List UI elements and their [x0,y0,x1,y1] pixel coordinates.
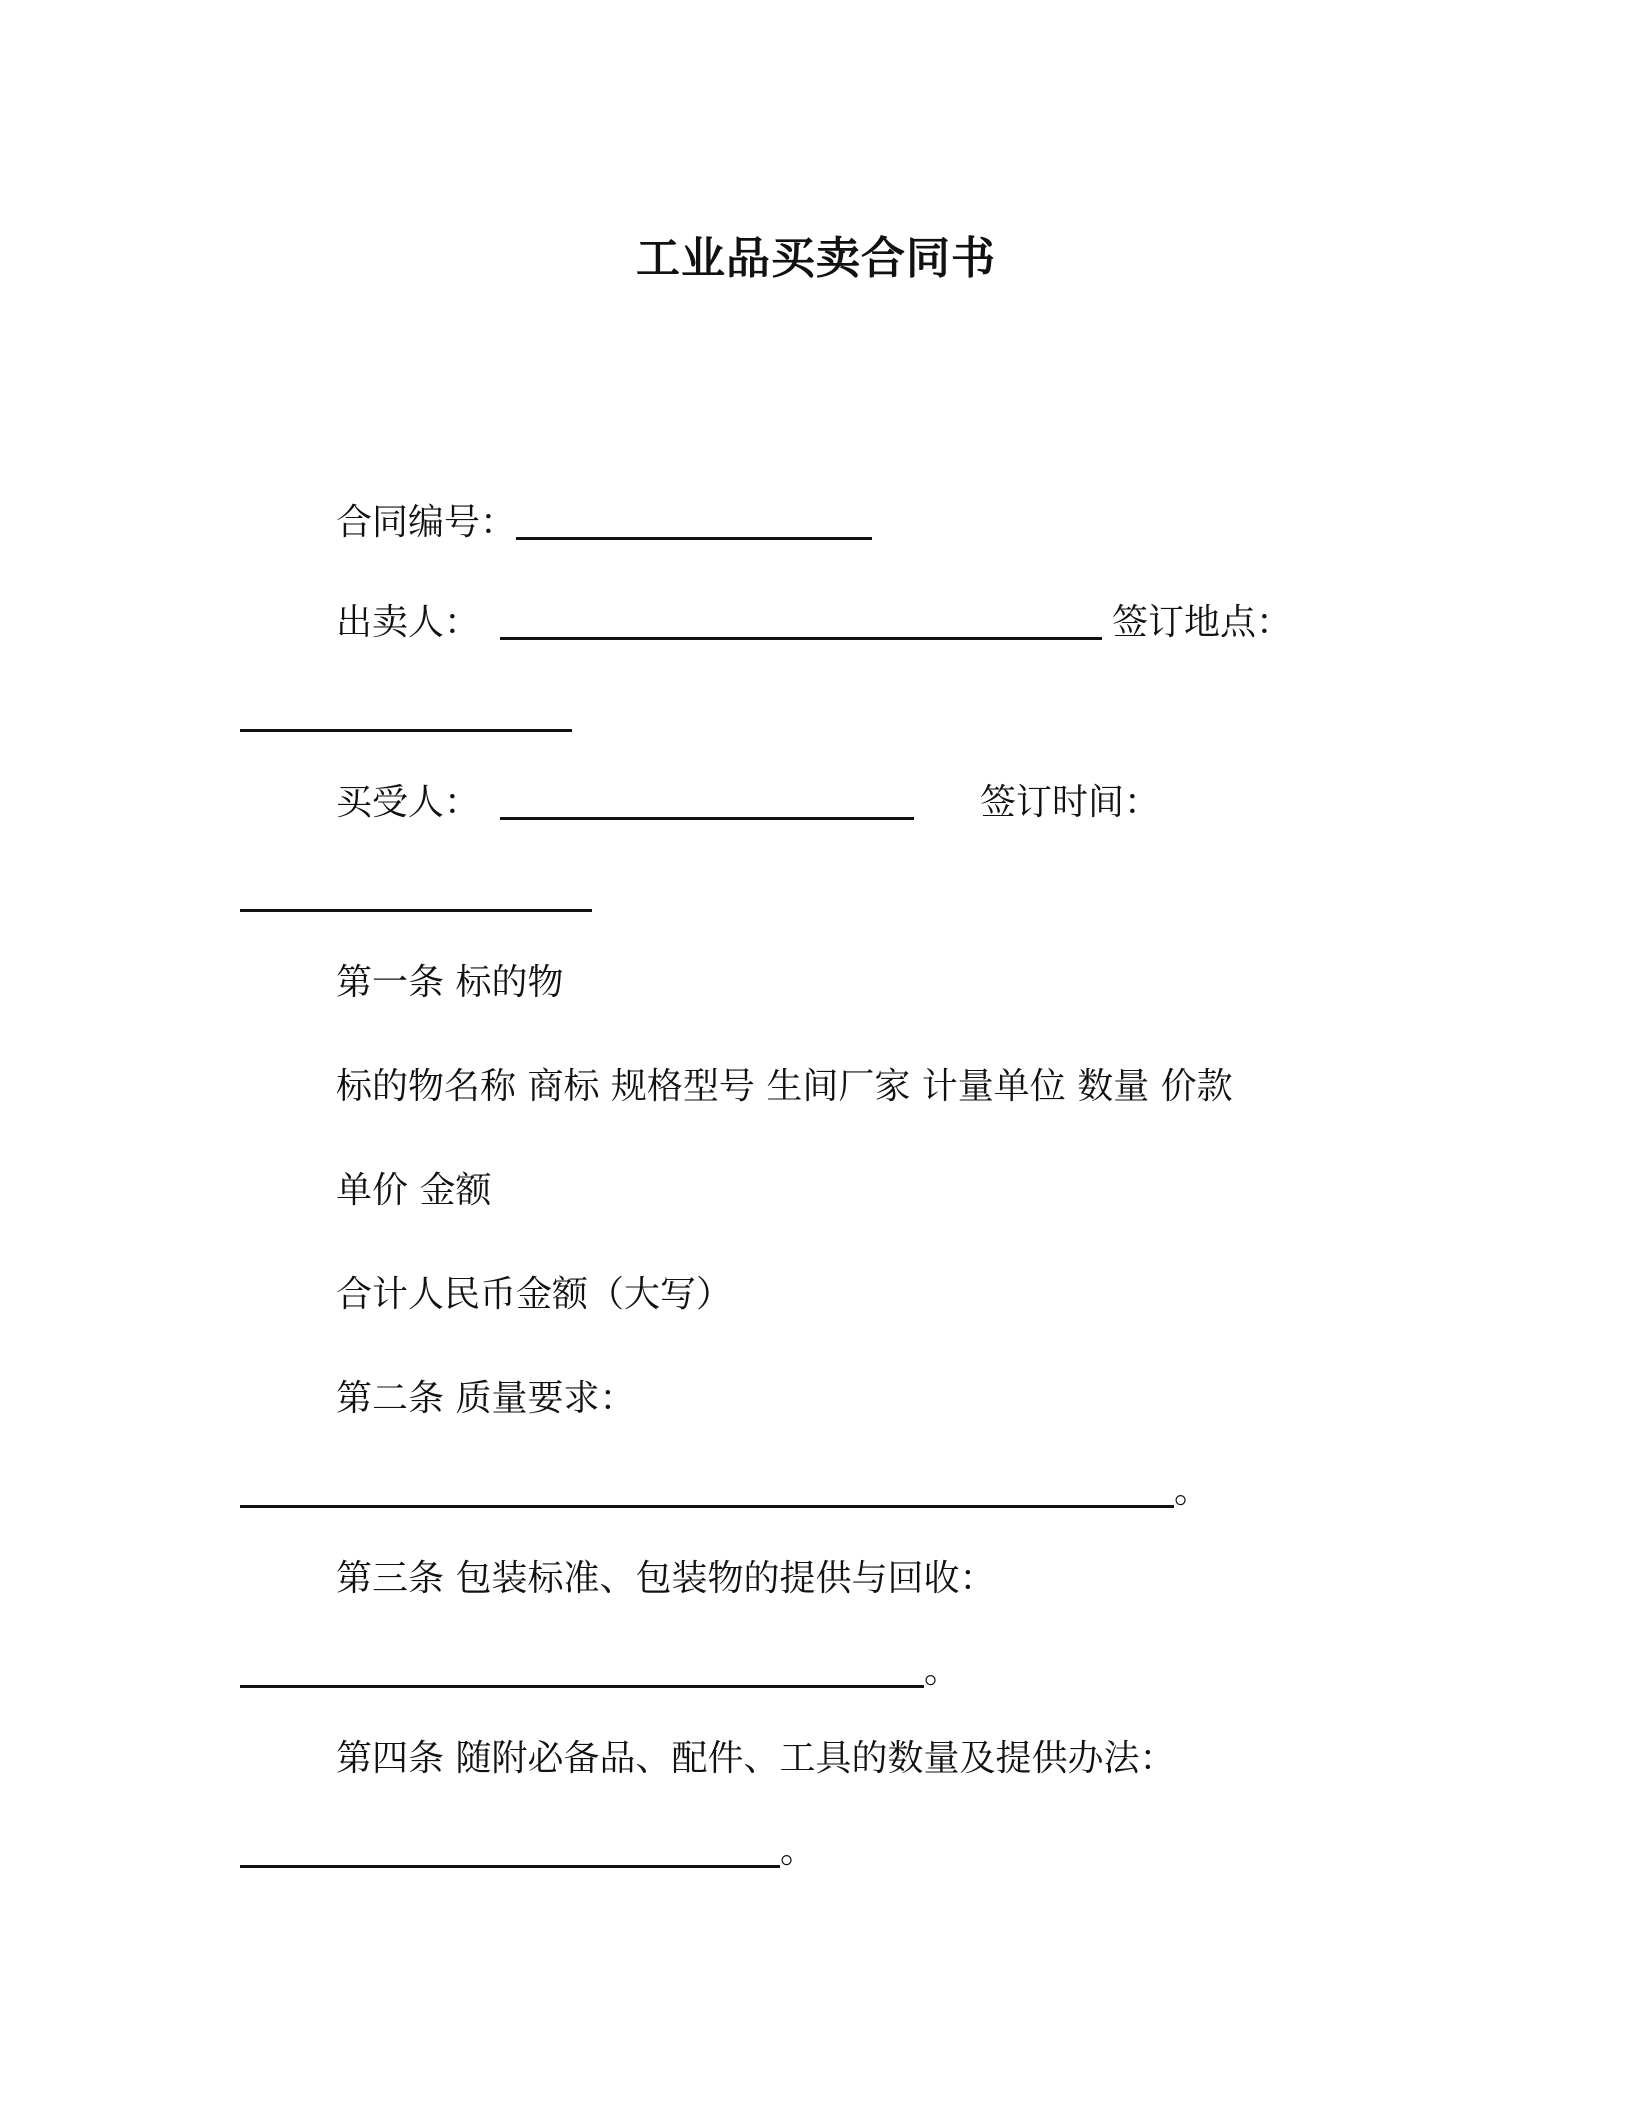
article3-heading: 第三条 包装标准、包装物的提供与回收： [336,1558,996,1599]
seller-label: 出卖人： [336,602,481,643]
contract-number-blank[interactable] [516,503,872,540]
sign-time-row [240,870,592,920]
article1-total-label: 合计人民币金额（大写） [336,1274,733,1315]
seller-blank[interactable] [500,603,1102,640]
article3-answer-row [240,1646,960,1696]
seller-row [336,598,1292,648]
sign-time-label: 签订时间： [980,782,1161,823]
article4-end-mark: 。 [780,1830,817,1871]
article2-blank[interactable] [240,1471,1174,1508]
buyer-blank[interactable] [500,783,914,820]
article1-heading: 第一条 标的物 [336,962,564,1003]
article4-answer-row [240,1826,816,1876]
article2-answer-row [240,1466,1210,1516]
article1-columns-line1: 标的物名称 商标 规格型号 生间厂家 计量单位 数量 价款 [336,1066,1233,1107]
contract-number-row [336,498,872,548]
sign-place-label: 签订地点： [1112,602,1293,643]
article1-columns-line2: 单价 金额 [336,1170,492,1211]
article2-heading: 第二条 质量要求： [336,1378,636,1419]
buyer-label: 买受人： [336,782,481,823]
article3-blank[interactable] [240,1651,924,1688]
article4-heading: 第四条 随附必备品、配件、工具的数量及提供办法： [336,1738,1176,1779]
document-title: 工业品买卖合同书 [636,233,996,284]
sign-time-blank[interactable] [240,875,592,912]
article4-blank[interactable] [240,1831,780,1868]
buyer-row [336,778,1160,828]
article3-end-mark: 。 [924,1650,961,1691]
contract-number-label: 合同编号： [336,502,517,543]
sign-place-blank[interactable] [240,695,572,732]
article2-end-mark: 。 [1174,1470,1211,1511]
sign-place-row [240,690,572,740]
